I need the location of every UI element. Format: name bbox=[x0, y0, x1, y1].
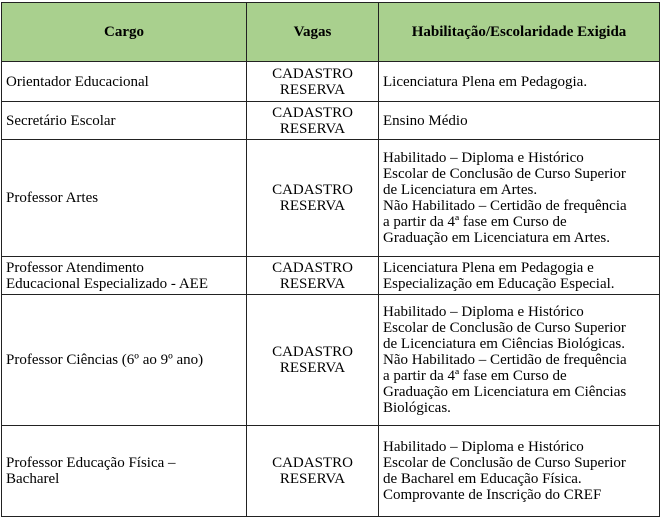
cargo-cell bbox=[2, 257, 247, 295]
vagas-text: CADASTRO bbox=[272, 182, 353, 198]
table-row bbox=[2, 426, 660, 517]
habilitacao-text: Escolar de Conclusão de Curso Superior bbox=[383, 320, 626, 336]
vagas-cell bbox=[247, 62, 379, 102]
habilitacao-cell bbox=[379, 62, 660, 102]
habilitacao-text: Comprovante de Inscrição do CREF bbox=[383, 487, 602, 503]
habilitacao-text: a partir da 4ª fase em Curso de bbox=[383, 368, 567, 384]
cargo-cell bbox=[2, 140, 247, 257]
vagas-cell bbox=[247, 102, 379, 140]
habilitacao-text: de Bacharel em Educação Física. bbox=[383, 471, 582, 487]
habilitacao-text: Biológicas. bbox=[383, 400, 451, 416]
cargo-cell bbox=[2, 62, 247, 102]
habilitacao-text: Especialização em Educação Especial. bbox=[383, 275, 615, 292]
header-row bbox=[2, 3, 660, 62]
vacancy-table bbox=[1, 2, 660, 517]
cargo-text: Professor Artes bbox=[6, 190, 99, 206]
vagas-text: CADASTRO bbox=[272, 455, 353, 471]
habilitacao-text: Licenciatura Plena em Pedagogia e bbox=[383, 259, 594, 276]
vagas-text: RESERVA bbox=[279, 120, 346, 137]
table-header bbox=[2, 3, 660, 62]
vagas-text: RESERVA bbox=[279, 198, 346, 214]
cargo-text: Orientador Educacional bbox=[6, 73, 149, 90]
vagas-cell bbox=[247, 140, 379, 257]
table-row bbox=[2, 140, 660, 257]
habilitacao-text: Escolar de Conclusão de Curso Superior bbox=[383, 166, 626, 182]
habilitacao-text: Graduação em Licenciatura em Artes. bbox=[383, 230, 610, 246]
vagas-text: RESERVA bbox=[279, 360, 346, 376]
habilitacao-text: de Licenciatura em Ciências Biológicas. bbox=[383, 336, 625, 352]
vagas-cell bbox=[247, 295, 379, 426]
habilitacao-text: Não Habilitado – Certidão de frequência bbox=[383, 352, 627, 368]
table-row bbox=[2, 62, 660, 102]
vagas-cell bbox=[247, 426, 379, 517]
habilitacao-text: de Licenciatura em Artes. bbox=[383, 182, 538, 198]
habilitacao-text: Habilitado – Diploma e Histórico bbox=[383, 150, 584, 166]
cargo-text: Professor Atendimento bbox=[6, 259, 144, 276]
vagas-text: RESERVA bbox=[279, 471, 346, 487]
cargo-text: Secretário Escolar bbox=[6, 112, 116, 129]
cargo-cell bbox=[2, 295, 247, 426]
vagas-text: RESERVA bbox=[279, 275, 346, 292]
vagas-text: RESERVA bbox=[279, 81, 346, 98]
cargo-text: Bacharel bbox=[6, 471, 60, 487]
habilitacao-cell bbox=[379, 426, 660, 517]
habilitacao-text: Ensino Médio bbox=[383, 112, 468, 129]
header-habilitacao: Habilitação/Escolaridade Exigida bbox=[379, 3, 660, 62]
habilitacao-text: Escolar de Conclusão de Curso Superior bbox=[383, 455, 626, 471]
habilitacao-text: Graduação em Licenciatura em Ciências bbox=[383, 384, 627, 400]
habilitacao-cell bbox=[379, 102, 660, 140]
cargo-cell bbox=[2, 426, 247, 517]
vagas-text: CADASTRO bbox=[272, 65, 353, 82]
habilitacao-cell bbox=[379, 295, 660, 426]
header-cargo: Cargo bbox=[2, 3, 247, 62]
vagas-text: CADASTRO bbox=[272, 104, 353, 121]
vagas-text: CADASTRO bbox=[272, 344, 353, 360]
habilitacao-text: Habilitado – Diploma e Histórico bbox=[383, 439, 584, 455]
habilitacao-cell bbox=[379, 140, 660, 257]
cargo-text: Professor Educação Física – bbox=[6, 455, 176, 471]
cargo-cell bbox=[2, 102, 247, 140]
habilitacao-text: Licenciatura Plena em Pedagogia. bbox=[383, 73, 588, 90]
habilitacao-cell bbox=[379, 257, 660, 295]
vagas-cell bbox=[247, 257, 379, 295]
table-row bbox=[2, 295, 660, 426]
table-row bbox=[2, 102, 660, 140]
cargo-text: Educacional Especializado - AEE bbox=[6, 275, 208, 292]
cargo-text: Professor Ciências (6º ao 9º ano) bbox=[6, 352, 204, 368]
vagas-text: CADASTRO bbox=[272, 259, 353, 276]
habilitacao-text: Não Habilitado – Certidão de frequência bbox=[383, 198, 627, 214]
habilitacao-text: Habilitado – Diploma e Histórico bbox=[383, 304, 584, 320]
habilitacao-text: a partir da 4ª fase em Curso de bbox=[383, 214, 567, 230]
header-vagas: Vagas bbox=[247, 3, 379, 62]
table-row bbox=[2, 257, 660, 295]
